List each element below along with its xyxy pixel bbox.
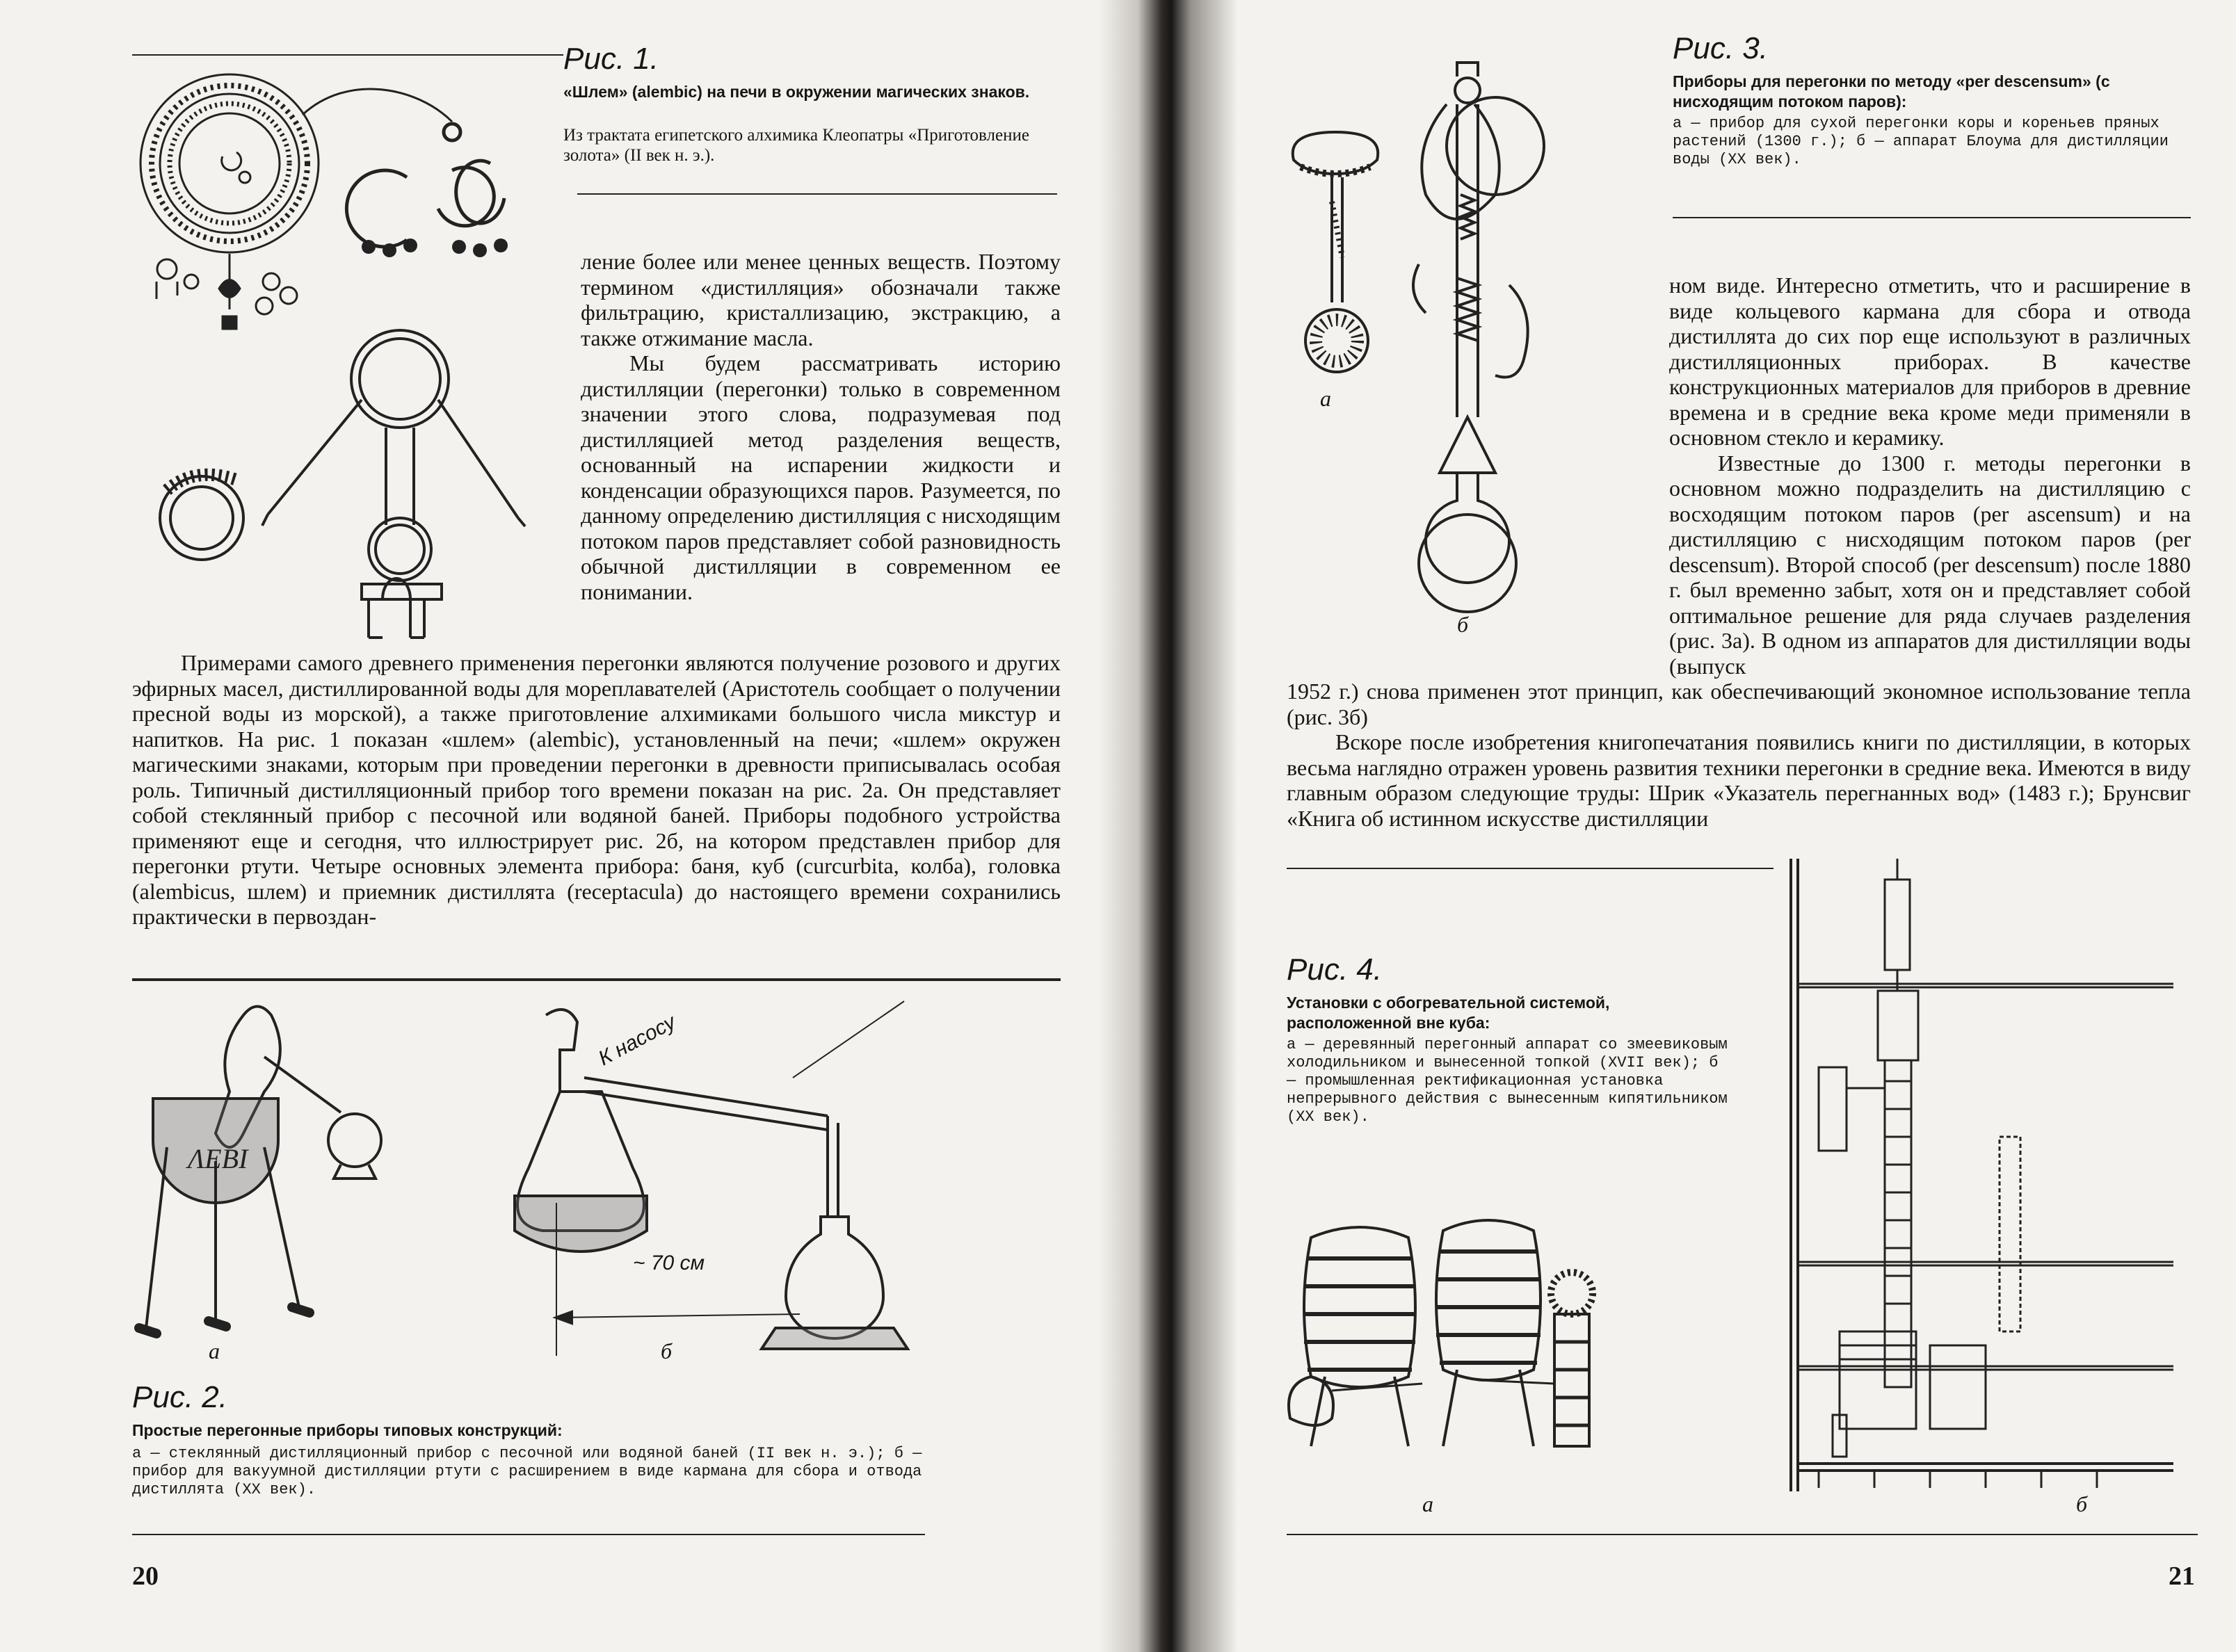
fig3-caption-bold: Приборы для перегонки по методу «per descensum» (с нисходящим потоком паров): <box>1673 72 2110 111</box>
left-text-para-1: ление более или менее ценных веществ. Поэтому термином «дистилляция» обозначали также фильтрацию, кристаллизацию, экстракцию, а также отжимание масла. <box>581 249 1061 350</box>
fig2-caption-bold: Простые перегонные приборы типовых конструкций: <box>132 1421 563 1439</box>
fig1-wreath <box>160 475 243 560</box>
fig4-caption-text: а — деревянный перегонный аппарат со змеевиковым холодильником и вынесенной топкой (XVII век); б — промышленная ректификационная установка непрерывного действия с вынесенным кипятильником (XX век). <box>1287 1036 1728 1126</box>
fig1-illustration <box>125 73 549 650</box>
fig1-moons <box>346 124 504 247</box>
fig1-title: Рис. 1. <box>563 42 659 76</box>
fig2-distance-label: ~ 70 см <box>633 1252 705 1274</box>
left-page-number: 20 <box>132 1562 159 1591</box>
fig1-caption-text: Из трактата египетского алхимика Клеопатры «Приготовление золота» (II век н. э.). <box>563 126 1029 165</box>
fig2-illustration <box>139 994 918 1356</box>
fig4b-rectification-column <box>1791 859 2180 1491</box>
fig4-label-b: б <box>2076 1491 2088 1516</box>
right-bottom-rule <box>1287 1534 2198 1535</box>
fig2-label-b: б <box>661 1338 673 1363</box>
fig3-title: Рис. 3. <box>1673 31 1768 65</box>
left-text-full-width: Примерами самого древнего применения перегонки являются получение розового и других эфирных масел, дистиллированной воды для мореплавателей (Аристотель сообщает о получении пресной воды из морской), а также приготовление алхимиками большого числа микстур и напитков. На рис. 1 показан «шлем» (alembic), установленный на печи; «шлем» окружен магическими знаками, которым при проведении перегонки в древности приписывалась особая роль. Типичный дистилляционный прибор того времени показан на рис. 2а. Он представляет собой стеклянный прибор с песочной или водяной баней. Приборы подобного устройства применяют еще и сегодня, что иллюстрирует рис. 2б, на котором представлен прибор для перегонки ртути. Четыре основных элемента прибора: баня, куб (curcurbita, колба), головка (alembicus, шлем) и приемник дистиллята (receptacula) до настоящего времени сохранились практически в первоздан- <box>132 650 1061 929</box>
fig3-label-a: а <box>1320 386 1331 411</box>
fig4-label-a: а <box>1422 1491 1433 1516</box>
right-text-para-1: ном виде. Интересно отметить, что и расширение в виде кольцевого кармана для сбора и отвода дистиллята до сих пор еще используют в различных дистилляционных приборах. В качестве конструкционных материалов для приборов в древние времена и в средние века кроме меди применяли в основном стекло и керамику. <box>1669 273 2191 450</box>
fig4a-wooden-apparatus <box>1283 1210 1589 1474</box>
fig2-caption-text: а — стеклянный дистилляционный прибор с песочной или водяной баней (II век н. э.); б — прибор для вакуумной дистилляции ртути с расширением в виде кармана для сбора и отвода дистиллята (XX век). <box>132 1445 922 1498</box>
fig1-star-flowers <box>362 238 508 257</box>
fig2-top-rule <box>132 978 1061 981</box>
fig2a-ancient-alembic <box>139 1007 381 1334</box>
fig4-title: Рис. 4. <box>1287 953 1382 987</box>
fig3b-bloom-apparatus <box>1413 63 1544 612</box>
right-text-column <box>1669 273 2191 679</box>
fig1-small-symbols <box>156 254 297 329</box>
right-text-full-width: Вскоре после изобретения книгопечатания появились книги по дистилляции, в которых весьма наглядно отражен уровень развития техники перегонки в средние века. Имеются в виду главным образом следующие труды: Шрик «Указатель перегнанных вод» (1483 г.); Брунсвиг «Книга об истинном искусстве дистилляции <box>1287 729 2191 831</box>
fig1-bottom-rule <box>577 193 1057 195</box>
fig1-serpent-line <box>303 89 452 122</box>
fig2b-vacuum-apparatus <box>515 1001 908 1356</box>
fig1-top-rule <box>132 54 563 56</box>
fig1-alembic-head <box>262 330 525 638</box>
fig2-title: Рис. 2. <box>132 1380 227 1414</box>
svg-text:ΛΕΒΙ: ΛΕΒΙ <box>188 1143 248 1174</box>
left-text-para-2: Мы будем рассматривать историю дистилляции (перегонки) только в современном значении этого слова, подразумевая под дистилляцией метод разделения веществ, основанный на испарении жидкости и конденсации образующихся паров. Разумеется, по данному определению дистилляция с нисходящим потоком паров представляет собой разновидность обычной дистилляции в современном ее понимании. <box>581 350 1061 604</box>
right-text-wide-line: 1952 г.) снова применен этот принцип, как обеспечивающий экономное использование тепла (рис. 3б) <box>1287 679 2191 729</box>
left-bottom-rule <box>132 1534 925 1535</box>
right-page-number: 21 <box>2169 1562 2195 1591</box>
fig3-caption-text: а — прибор для сухой перегонки коры и кореньев пряных растений (1300 г.); б — аппарат Блоума для дистилляции воды (XX век). <box>1673 115 2169 168</box>
fig4-top-rule <box>1287 868 1773 869</box>
left-text-column <box>581 249 1061 604</box>
right-page <box>1141 0 2236 1652</box>
fig3-illustration <box>1280 56 1537 633</box>
fig3-bottom-rule <box>1673 217 2191 218</box>
fig2-pump-label: К насосу <box>595 1010 679 1071</box>
fig3a-dry-distillation <box>1293 132 1378 372</box>
fig1-caption-bold: «Шлем» (alembic) на печи в окружении магических знаков. <box>563 83 1030 101</box>
fig2-label-a: а <box>209 1338 220 1363</box>
fig4-caption-bold: Установки с обогревательной системой, расположенной вне куба: <box>1287 994 1610 1032</box>
fig1-magic-circle <box>140 74 319 252</box>
right-text-para-2: Известные до 1300 г. методы перегонки в основном можно подразделить на дистилляцию с восходящим потоком паров (per ascensum) и на дистилляцию с нисходящим потоком паров (per descensum). Второй способ (per descensum) после 1880 г. был временно забыт, хотя он и представляет собой оптимальное решение для ряда случаев разделения (рис. 3а). В одном из аппаратов для дистилляции воды (выпуск <box>1669 450 2191 679</box>
fig3-label-b: б <box>1457 612 1469 637</box>
